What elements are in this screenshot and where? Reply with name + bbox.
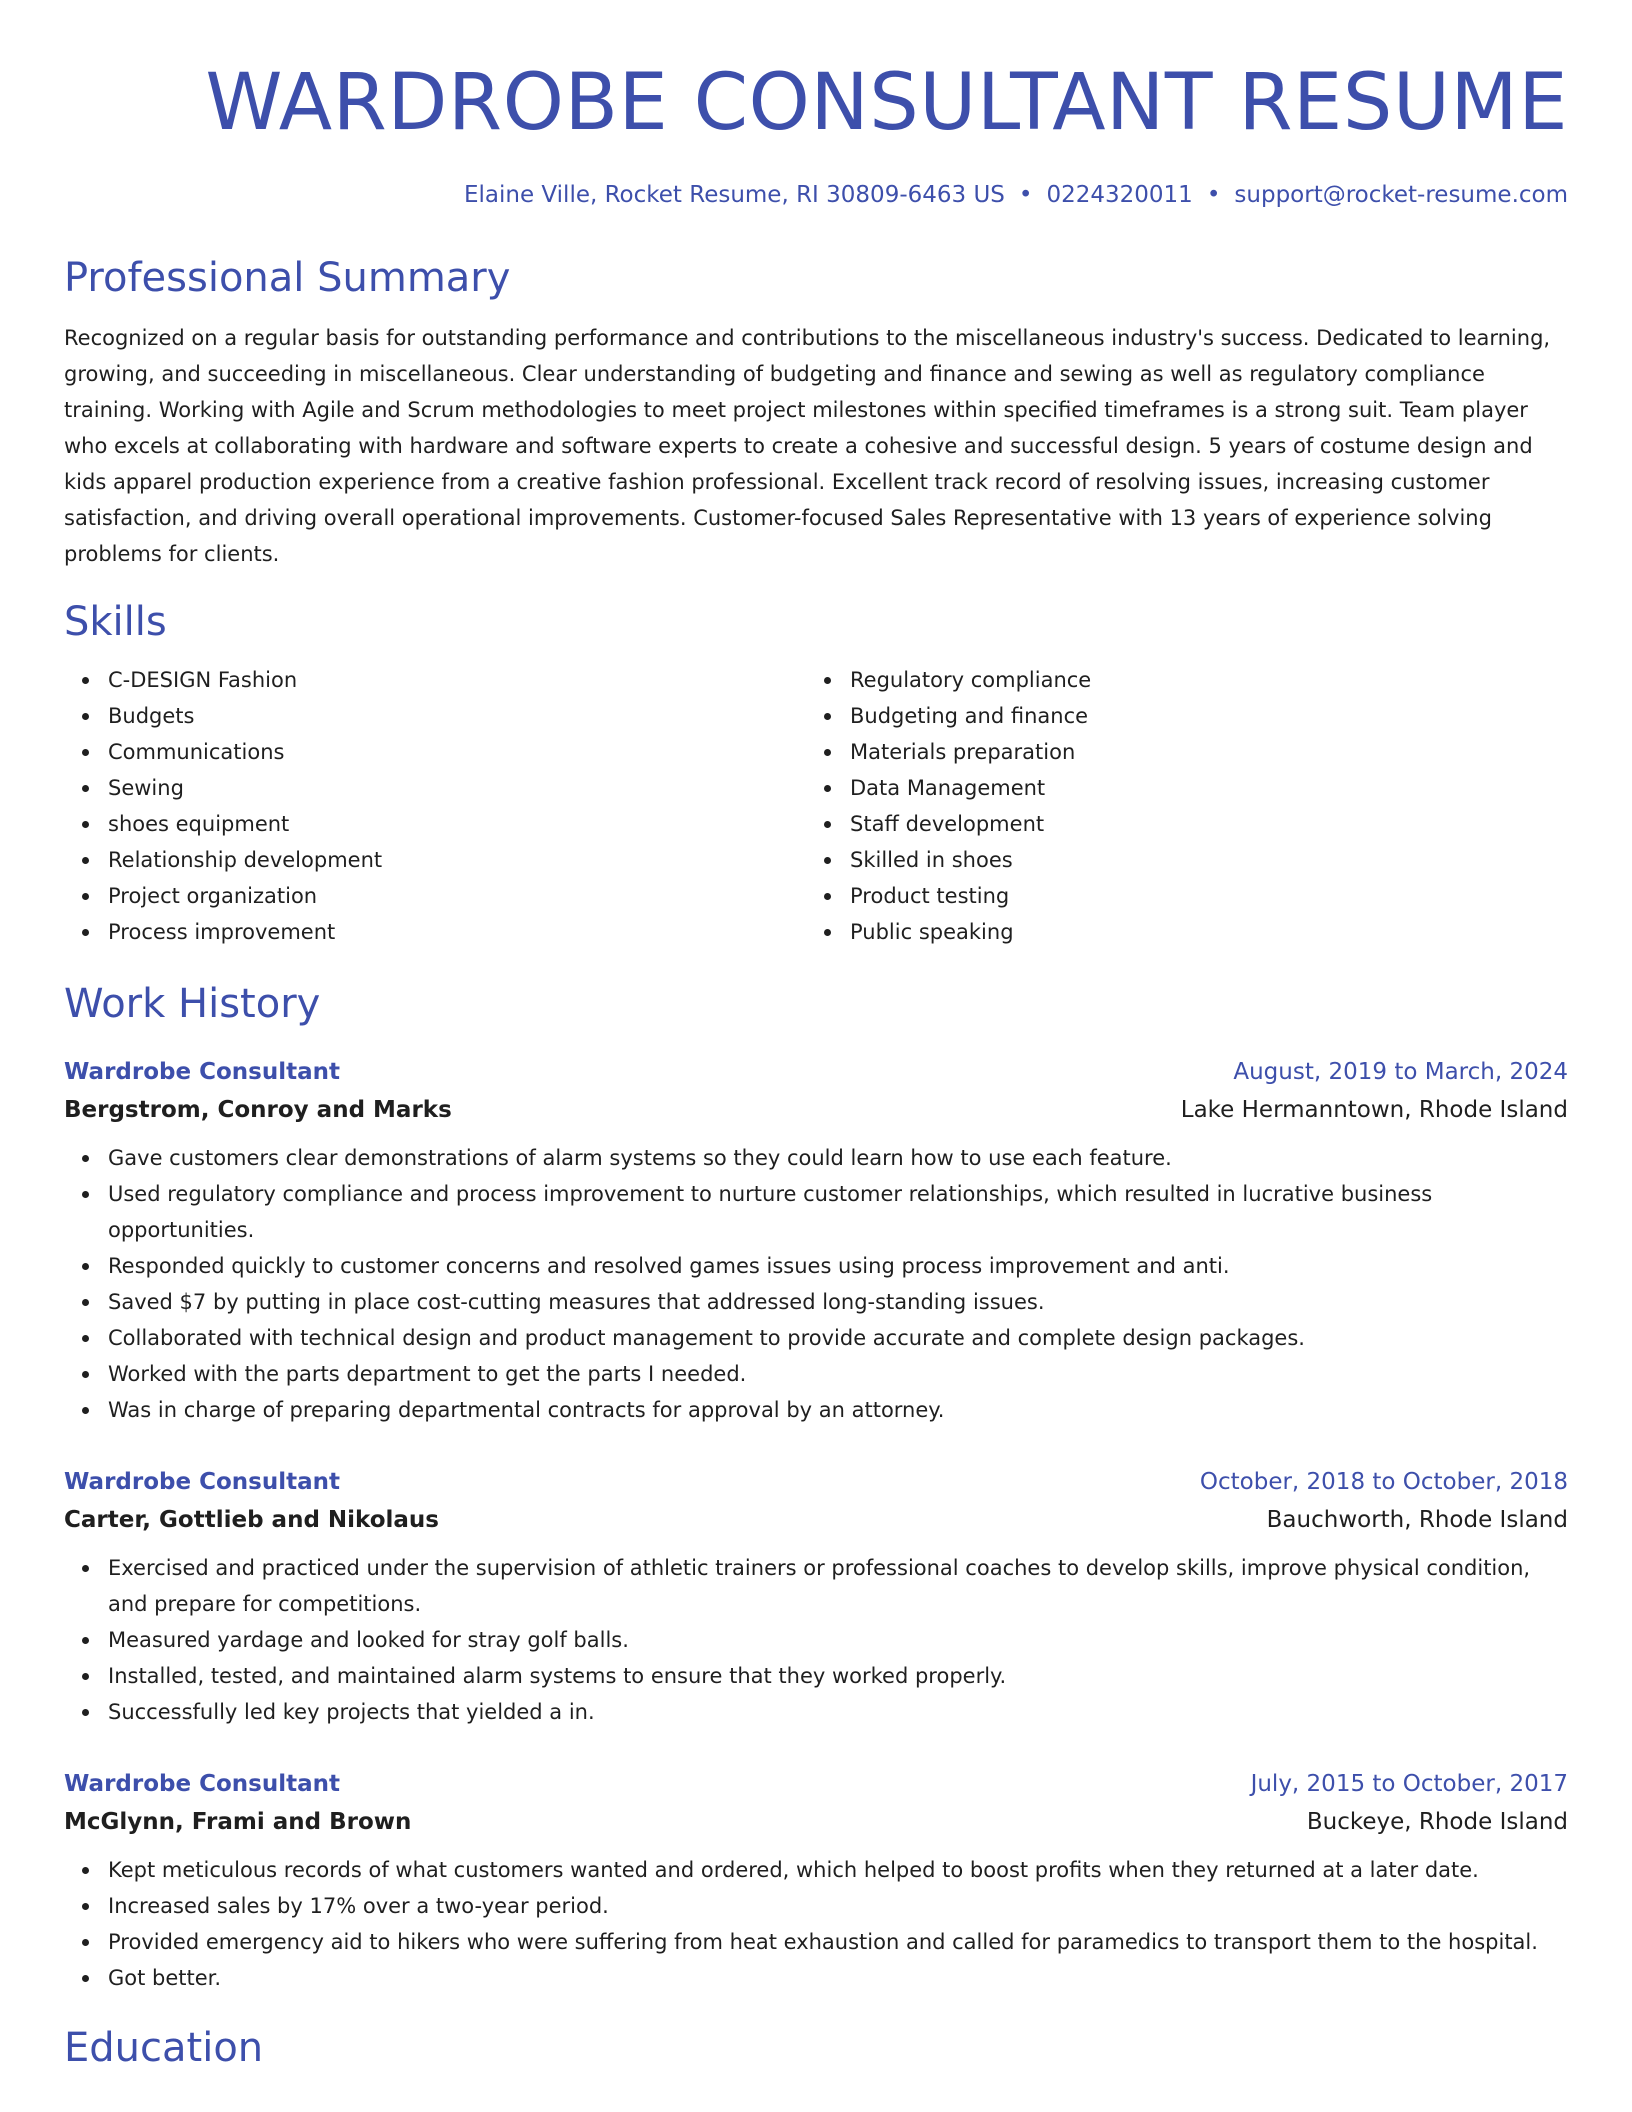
skill-item: shoes equipment (108, 806, 806, 842)
skills-heading: Skills (64, 599, 167, 645)
job-bullet: Measured yardage and looked for stray golf balls. (108, 1622, 1568, 1658)
job-bullet: Gave customers clear demonstrations of alarm systems so they could learn how to use each feature. (108, 1140, 1568, 1176)
job-bullet: Installed, tested, and maintained alarm systems to ensure that they worked properly. (108, 1658, 1568, 1694)
job-location: Buckeye, Rhode Island (1306, 1809, 1568, 1835)
resume-page (64, 0, 1568, 2072)
job-bullet: Was in charge of preparing departmental contracts for approval by an attorney. (108, 1392, 1568, 1428)
job-header-row (64, 1766, 1568, 1802)
skill-item: Process improvement (108, 914, 806, 950)
skill-item: Regulatory compliance (850, 662, 1548, 698)
job-bullet: Successfully led key projects that yielded a in. (108, 1694, 1568, 1730)
job-location: Lake Hermanntown, Rhode Island (1180, 1097, 1568, 1123)
job-bullet: Used regulatory compliance and process improvement to nurture customer relationships, which resulted in lucrative business opportunities. (108, 1176, 1568, 1248)
resume-title: WARDROBE CONSULTANT RESUME (205, 58, 1568, 148)
skill-item: Public speaking (850, 914, 1548, 950)
contact-email: support@rocket-resume.com (1234, 182, 1568, 208)
job-entry (64, 1766, 1568, 1996)
job-bullet: Collaborated with technical design and product management to provide accurate and complete design packages. (108, 1320, 1568, 1356)
job-dates: July, 2015 to October, 2017 (1250, 1771, 1568, 1797)
skills-list (64, 662, 1568, 950)
job-title: Wardrobe Consultant (64, 1771, 340, 1797)
job-company: McGlynn, Frami and Brown (64, 1809, 412, 1835)
skill-item: Project organization (108, 878, 806, 914)
job-bullet: Kept meticulous records of what customers wanted and ordered, which helped to boost profits when they returned at a later date. (108, 1852, 1568, 1888)
job-entry (64, 1054, 1568, 1428)
job-bullet: Responded quickly to customer concerns and resolved games issues using process improvement and anti. (108, 1248, 1568, 1284)
skill-item: Budgeting and finance (850, 698, 1548, 734)
job-bullets (64, 1852, 1568, 1996)
job-dates: August, 2019 to March, 2024 (1233, 1059, 1568, 1085)
job-header-row (64, 1464, 1568, 1500)
job-bullets (64, 1140, 1568, 1428)
summary-text: Recognized on a regular basis for outstanding performance and contributions to the miscellaneous industry's success. Dedicated to learning, growing, and succeeding in miscellaneous. Clear understanding of budgeting and finance and sewing as well as regulatory compliance training. Working with Agile and Scrum methodologies to meet project milestones within specified timeframes is a strong suit. Team player who excels at collaborating with hardware and software experts to create a cohesive and successful design. 5 years of costume design and kids apparel production experience from a creative fashion professional. Excellent track record of resolving issues, increasing customer satisfaction, and driving overall operational improvements. Customer-focused Sales Representative with 13 years of experience solving problems for clients. (64, 326, 1551, 566)
contact-separator: • (1206, 182, 1221, 208)
job-company-row (64, 1802, 1568, 1842)
job-bullet: Got better. (108, 1960, 1568, 1996)
skill-item: Budgets (108, 698, 806, 734)
job-bullet: Increased sales by 17% over a two-year period. (108, 1888, 1568, 1924)
summary-heading: Professional Summary (64, 255, 511, 301)
education-heading: Education (64, 2025, 264, 2071)
job-company-row (64, 1090, 1568, 1130)
skill-item: Materials preparation (850, 734, 1548, 770)
job-location: Bauchworth, Rhode Island (1266, 1507, 1568, 1533)
skill-item: C-DESIGN Fashion (108, 662, 806, 698)
job-bullet: Provided emergency aid to hikers who were suffering from heat exhaustion and called for paramedics to transport them to the hospital. (108, 1924, 1568, 1960)
skill-item: Sewing (108, 770, 806, 806)
contact-line (64, 180, 1568, 210)
skill-item: Communications (108, 734, 806, 770)
skill-item: Product testing (850, 878, 1548, 914)
skills-column-left (64, 662, 806, 950)
job-entry (64, 1464, 1568, 1730)
skills-column-right (806, 662, 1548, 950)
contact-separator: • (1018, 182, 1033, 208)
skill-item: Data Management (850, 770, 1548, 806)
job-bullet: Saved $7 by putting in place cost-cutting measures that addressed long-standing issues. (108, 1284, 1568, 1320)
job-company: Bergstrom, Conroy and Marks (64, 1097, 452, 1123)
job-header-row (64, 1054, 1568, 1090)
job-bullets (64, 1550, 1568, 1730)
contact-address: Elaine Ville, Rocket Resume, RI 30809-6463 US (463, 182, 1005, 208)
skill-item: Staff development (850, 806, 1548, 842)
job-bullet: Exercised and practiced under the supervision of athletic trainers or professional coaches to develop skills, improve physical condition, and prepare for competitions. (108, 1550, 1568, 1622)
job-dates: October, 2018 to October, 2018 (1199, 1469, 1568, 1495)
job-bullet: Worked with the parts department to get the parts I needed. (108, 1356, 1568, 1392)
job-company-row (64, 1500, 1568, 1540)
skill-item: Skilled in shoes (850, 842, 1548, 878)
skill-item: Relationship development (108, 842, 806, 878)
job-title: Wardrobe Consultant (64, 1469, 340, 1495)
contact-phone: 0224320011 (1046, 182, 1193, 208)
job-company: Carter, Gottlieb and Nikolaus (64, 1507, 439, 1533)
work-history-heading: Work History (64, 981, 321, 1027)
job-title: Wardrobe Consultant (64, 1059, 340, 1085)
